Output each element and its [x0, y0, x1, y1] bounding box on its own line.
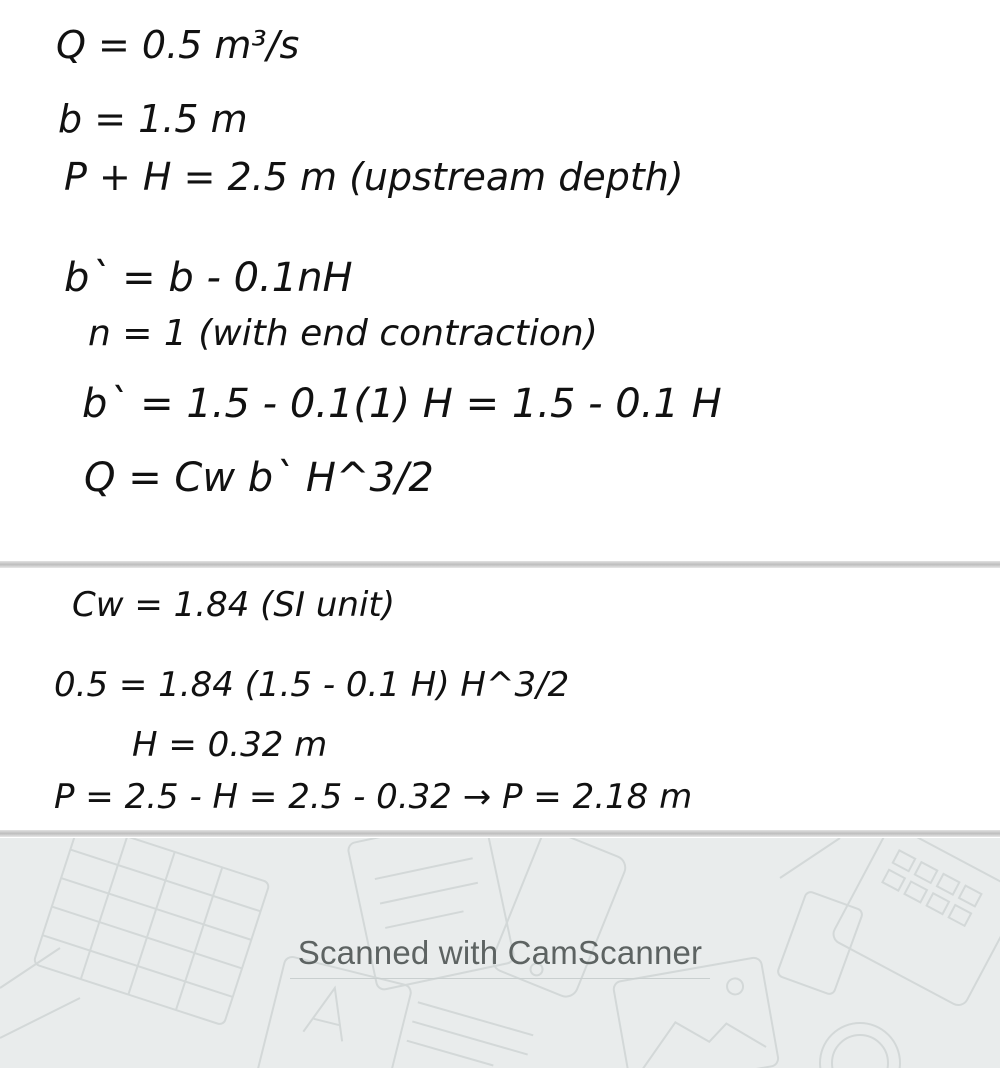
watermark-text: Scanned with CamScanner	[297, 934, 703, 971]
equation-line-upstream-depth: P + H = 2.5 m (upstream depth)	[64, 155, 684, 199]
page-divider	[0, 830, 1000, 837]
equation-line-discharge: Q = 0.5 m³/s	[56, 23, 300, 67]
equation-line-width: b = 1.5 m	[58, 97, 248, 141]
equation-line-effective-width: b` = b - 0.1nH	[64, 255, 353, 301]
page-divider	[0, 561, 1000, 568]
equation-line-weir-formula: Q = Cw b` H^3/2	[84, 455, 434, 501]
scanner-watermark-footer	[0, 838, 1000, 1068]
equation-line-weir-height-result: P = 2.5 - H = 2.5 - 0.32 → P = 2.18 m	[54, 777, 693, 817]
equation-line-substitution: 0.5 = 1.84 (1.5 - 0.1 H) H^3/2	[54, 665, 570, 705]
handwritten-section-2	[0, 568, 1000, 830]
equation-line-effective-width-value: b` = 1.5 - 0.1(1) H = 1.5 - 0.1 H	[82, 381, 722, 427]
watermark-underline	[290, 978, 710, 979]
equation-line-weir-coefficient: Cw = 1.84 (SI unit)	[72, 585, 395, 625]
equation-line-head-result: H = 0.32 m	[132, 725, 328, 765]
equation-line-contractions: n = 1 (with end contraction)	[88, 313, 598, 354]
